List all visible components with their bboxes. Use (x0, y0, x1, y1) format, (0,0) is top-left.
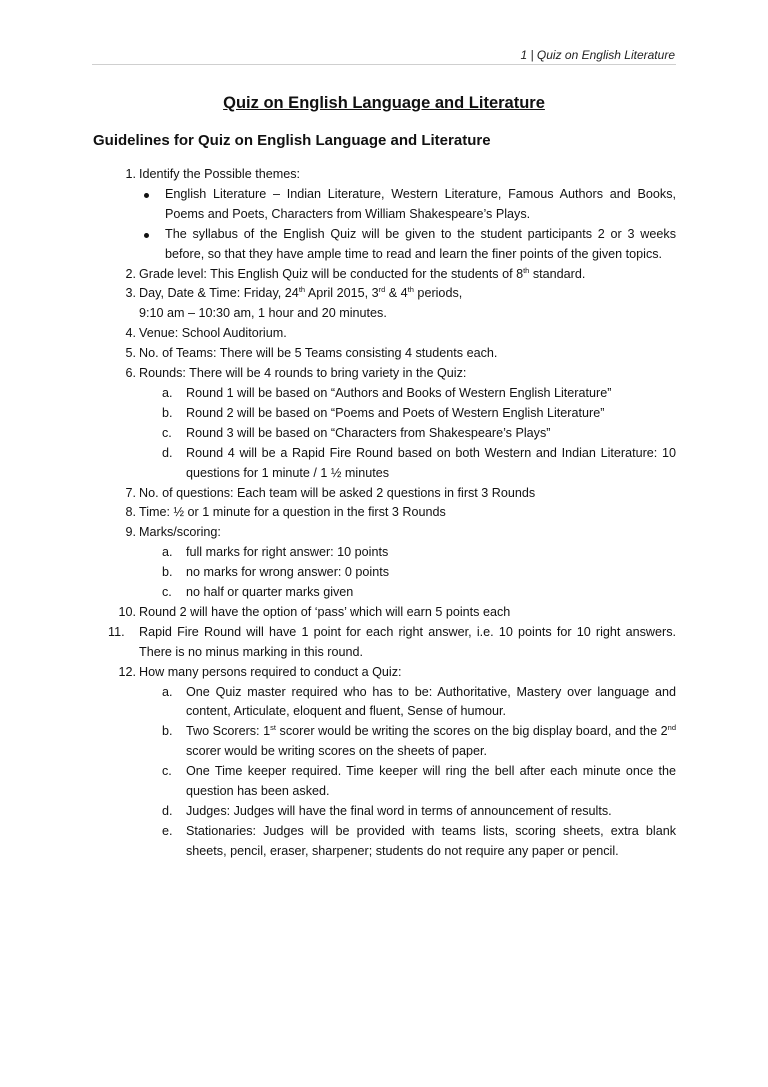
list-item: 6. Rounds: There will be 4 rounds to bring variety in the Quiz: (125, 366, 467, 381)
sub-list-item: b. Round 2 will be based on “Poems and Poets of Western English Literature” (162, 405, 605, 420)
list-item: 9. Marks/scoring: (125, 525, 221, 540)
sub-list-item: b. Two Scorers: 1st scorer would be writing the scores on the big display board, and the 2nd scorer would be writing scores on the sheets of paper. (162, 723, 676, 759)
list-item: 7. No. of questions: Each team will be asked 2 questions in first 3 Rounds (125, 485, 536, 500)
header-divider (92, 64, 676, 65)
sub-list-item: a. full marks for right answer: 10 points (162, 545, 389, 560)
list-item: 11. Rapid Fire Round will have 1 point for each right answer, i.e. 10 points for 10 right answers. There is no minus marking in this round. (108, 624, 676, 659)
sub-list-item: c. One Time keeper required. Time keeper will ring the bell after each minute once the question has been asked. (162, 764, 676, 799)
sub-list-item: c. Round 3 will be based on “Characters from Shakespeare’s Plays” (162, 425, 551, 440)
sub-list-item: b. no marks for wrong answer: 0 points (162, 565, 389, 580)
sub-list-item: d. Round 4 will be a Rapid Fire Round based on both Western and Indian Literature: 10 questions for 1 minute / 1 ½ minutes (162, 445, 676, 480)
sub-list-item: c. no half or quarter marks given (162, 585, 354, 600)
list-item: 3. Day, Date & Time: Friday, 24th April 2015, 3rd & 4th periods, 9:10 am – 10:30 am, 1 hour and 20 minutes. (125, 285, 463, 321)
bullet-item: The syllabus of the English Quiz will be given to the student participants 2 or 3 weeks before, so that they have ample time to read and learn the finer points of the given topics. (0, 225, 676, 265)
list-item: 5. No. of Teams: There will be 5 Teams consisting 4 students each. (125, 346, 498, 361)
document-title: Quiz on English Language and Literature (223, 94, 545, 112)
page-header: 1 | Quiz on English Literature (520, 48, 675, 62)
list-item: 1. Identify the Possible themes: (125, 167, 301, 181)
sub-list-item: a. Round 1 will be based on “Authors and Books of Western English Literature” (162, 385, 612, 400)
bullet-icon (144, 233, 149, 238)
list-item: 12. How many persons required to conduct a Quiz: (118, 664, 402, 679)
list-item: 8. Time: ½ or 1 minute for a question in the first 3 Rounds (125, 505, 446, 520)
sub-list-item: d. Judges: Judges will have the final word in terms of announcement of results. (162, 804, 612, 818)
bullet-icon (144, 193, 149, 198)
section-heading: Guidelines for Quiz on English Language and Literature (93, 132, 491, 149)
list-item: 4. Venue: School Auditorium. (125, 326, 287, 341)
bullet-item: English Literature – Indian Literature, Western Literature, Famous Authors and Books, Poems and Poets, Characters from William Shakespeare’s Plays. (0, 185, 676, 225)
list-item: 2. Grade level: This English Quiz will be conducted for the students of 8th standard. (125, 265, 586, 281)
sub-list-item: e. Stationaries: Judges will be provided with teams lists, scoring sheets, extra blank sheets, pencil, eraser, sharpener; students do not require any paper or pencil. (162, 823, 676, 858)
sub-list-item: a. One Quiz master required who has to be: Authoritative, Mastery over language and content, Articulate, eloquent and fluent, Sense of humour. (162, 684, 676, 719)
list-item: 10. Round 2 will have the option of ‘pass’ which will earn 5 points each (118, 604, 511, 619)
guidelines-list (0, 165, 768, 862)
